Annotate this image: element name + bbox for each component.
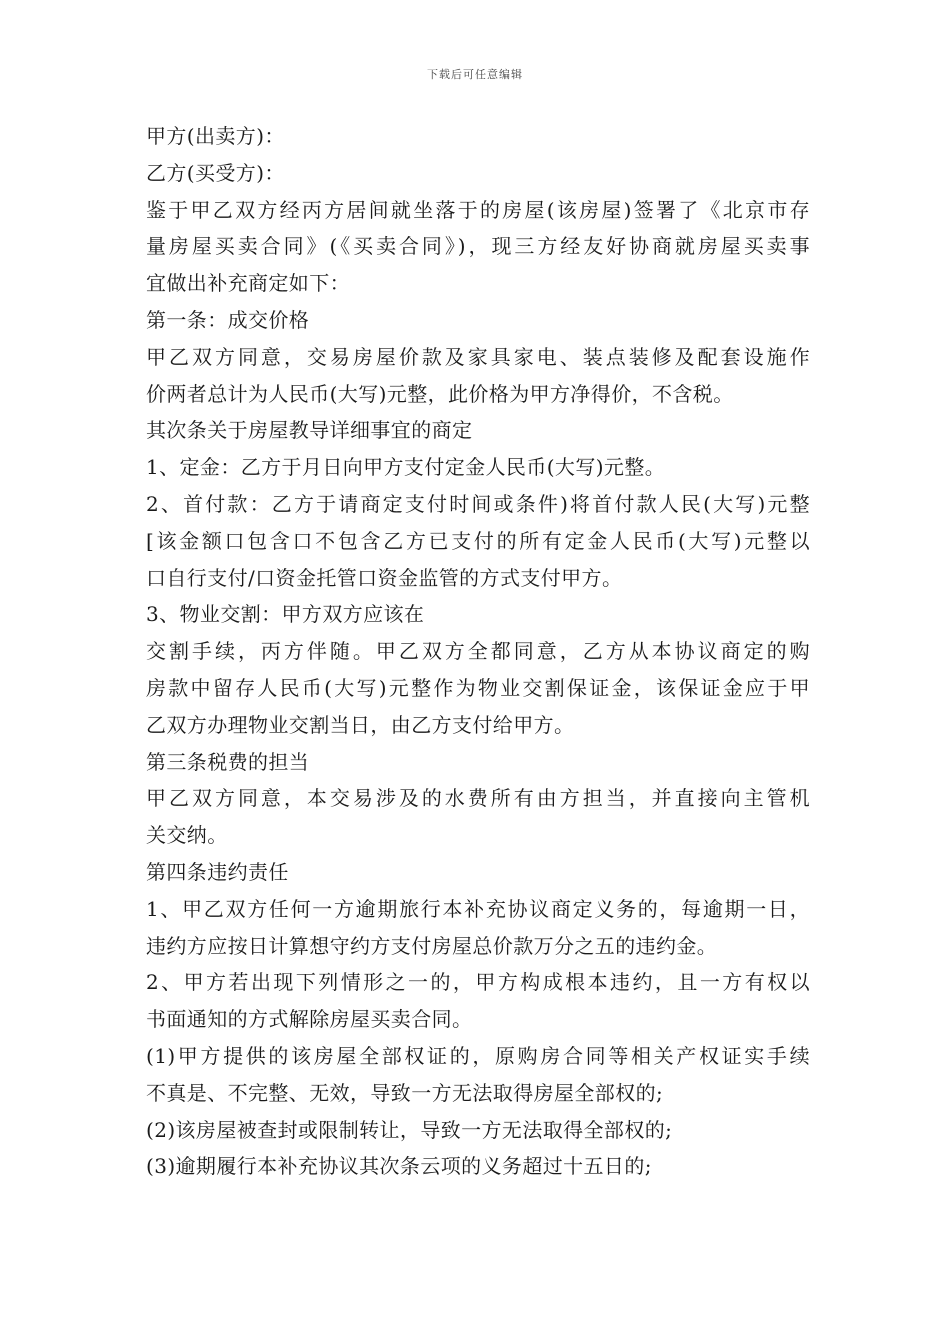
text-line: 书面通知的方式解除房屋买卖合同。 (146, 1007, 473, 1032)
text-line: 2、甲方若出现下列情形之一的，甲方构成根本违约，且一方有权以 (146, 970, 810, 995)
text-line: (2)该房屋被查封或限制转让，导致一方无法取得全部权的; (146, 1117, 673, 1142)
text-line: 1、定金：乙方于月日向甲方支付定金人民币(大写)元整。 (146, 455, 666, 480)
text-line: 乙双方办理物业交割当日，由乙方支付给甲方。 (146, 712, 575, 737)
text-line: 鉴于甲乙双方经丙方居间就坐落于的房屋(该房屋)签署了《北京市存 (146, 197, 810, 222)
text-line: 甲乙双方同意，本交易涉及的水费所有由方担当，并直接向主管机 (146, 786, 810, 811)
text-line: 第一条：成交价格 (146, 307, 310, 332)
text-line: 价两者总计为人民币(大写)元整，此价格为甲方净得价，不含税。 (146, 381, 734, 406)
text-line: 其次条关于房屋教导详细事宜的商定 (146, 418, 473, 443)
text-line: 第三条税费的担当 (146, 749, 310, 774)
text-line: 宜做出补充商定如下： (146, 271, 350, 296)
text-line: 量房屋买卖合同》(《买卖合同》)，现三方经友好协商就房屋买卖事 (146, 234, 810, 259)
text-line: 口自行支付/口资金托管口资金监管的方式支付甲方。 (146, 565, 623, 590)
page-header: 下载后可任意编辑 (427, 68, 523, 81)
text-line: 第四条违约责任 (146, 859, 289, 884)
text-line: 关交纳。 (146, 823, 228, 848)
contract-body (146, 118, 810, 1185)
text-line: 交割手续，丙方伴随。甲乙双方全都同意，乙方从本协议商定的购 (146, 639, 810, 664)
text-line: 乙方(买受方)： (146, 160, 285, 185)
text-line: (1)甲方提供的该房屋全部权证的，原购房合同等相关产权证实手续 (146, 1043, 810, 1068)
text-line: 甲方(出卖方)： (146, 124, 285, 148)
text-line: 3、物业交割：甲方双方应该在 (146, 602, 425, 627)
text-line: 2、首付款：乙方于请商定支付时间或条件)将首付款人民(大写)元整 (146, 491, 810, 516)
text-line: 甲乙双方同意，交易房屋价款及家具家电、装点装修及配套设施作 (146, 344, 810, 369)
text-line: 房款中留存人民币(大写)元整作为物业交割保证金，该保证金应于甲 (146, 675, 810, 700)
text-line: 1、甲乙双方任何一方逾期旅行本补充协议商定义务的，每逾期一日， (146, 896, 810, 921)
text-line: 不真是、不完整、无效，导致一方无法取得房屋全部权的; (146, 1080, 664, 1105)
text-line: 违约方应按日计算想守约方支付房屋总价款万分之五的违约金。 (146, 933, 718, 958)
text-line: [该金额口包含口不包含乙方已支付的所有定金人民币(大写)元整以 (146, 528, 810, 553)
text-line: (3)逾期履行本补充协议其次条云项的义务超过十五日的; (146, 1154, 652, 1179)
